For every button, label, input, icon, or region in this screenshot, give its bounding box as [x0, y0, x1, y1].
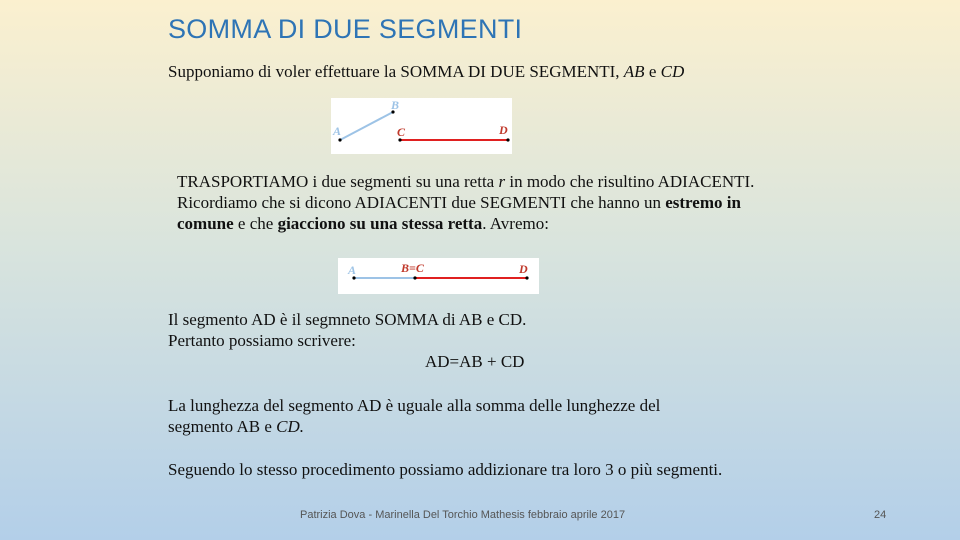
transport-text-3d: . Avremo:	[482, 214, 549, 233]
intro-part-cd: CD	[660, 62, 685, 81]
transport-text-comune: comune	[177, 214, 234, 233]
label-c: C	[397, 125, 406, 139]
sum-paragraph	[168, 309, 526, 351]
figure-adjacent-segments	[338, 258, 539, 294]
conclusion-text: Seguendo lo stesso procedimento possiamo addizionare tra loro 3 o più segmenti.	[168, 460, 723, 479]
intro-part-2: SOMMA DI DUE SEGMENTI,	[400, 62, 624, 81]
footer-text: Patrizia Dova - Marinella Del Torchio Mathesis febbraio aprile 2017	[300, 509, 626, 521]
length-text-cd: CD.	[276, 417, 305, 436]
figure-two-segments-drawing	[331, 98, 512, 154]
intro-part-ab: AB	[623, 62, 645, 81]
label-d-adjacent: D	[519, 262, 528, 276]
label-a: A	[333, 124, 342, 138]
slide-title: SOMMA DI DUE SEGMENTI	[168, 14, 523, 44]
transport-text-2a: Ricordiamo che si dicono	[177, 193, 355, 212]
transport-text-3b: e che	[233, 214, 278, 233]
sum-formula: AD=AB + CD	[425, 352, 525, 371]
transport-text-2e: che hanno un	[566, 193, 666, 212]
page-number: 24	[874, 509, 887, 521]
length-line-2	[168, 416, 660, 437]
figure-two-segments	[331, 98, 512, 154]
point-d	[506, 138, 509, 141]
segment-ab	[340, 112, 393, 140]
transport-text-adiacenti: ADIACENTI	[354, 193, 448, 212]
intro-part-and: e	[644, 62, 661, 81]
point-bc-adjacent	[413, 276, 416, 279]
length-text-2a: segmento AB e	[168, 417, 277, 436]
transport-paragraph	[177, 171, 754, 234]
transport-line-2	[177, 192, 754, 213]
label-d: D	[499, 123, 508, 137]
sum-line-1: Il segmento AD è il segmneto SOMMA di AB e CD.	[168, 310, 527, 329]
sum-line-2: Pertanto possiamo scrivere:	[168, 331, 356, 350]
length-paragraph	[168, 395, 660, 437]
transport-text-1a: TRASPORTIAMO i due segmenti su una retta	[177, 172, 499, 191]
label-bc-adjacent: B=C	[401, 261, 424, 275]
label-a-adjacent: A	[348, 263, 357, 277]
transport-text-retta: giacciono su una stessa retta	[277, 214, 483, 233]
intro-text	[168, 61, 684, 82]
length-line-1: La lunghezza del segmento AD è uguale alla somma delle lunghezze del	[168, 396, 661, 415]
transport-text-1c: in modo che risultino ADIACENTI.	[505, 172, 755, 191]
transport-line-3	[177, 213, 754, 234]
intro-part-1: Supponiamo di voler effettuare la	[168, 62, 401, 81]
transport-text-2c: due	[447, 193, 481, 212]
transport-text-r: r	[498, 172, 506, 191]
label-b: B	[391, 98, 400, 112]
figure-adjacent-segments-drawing	[338, 258, 539, 294]
transport-text-segmenti: SEGMENTI	[480, 193, 567, 212]
transport-text-estremo: estremo in	[665, 193, 741, 212]
transport-line-1	[177, 171, 754, 192]
